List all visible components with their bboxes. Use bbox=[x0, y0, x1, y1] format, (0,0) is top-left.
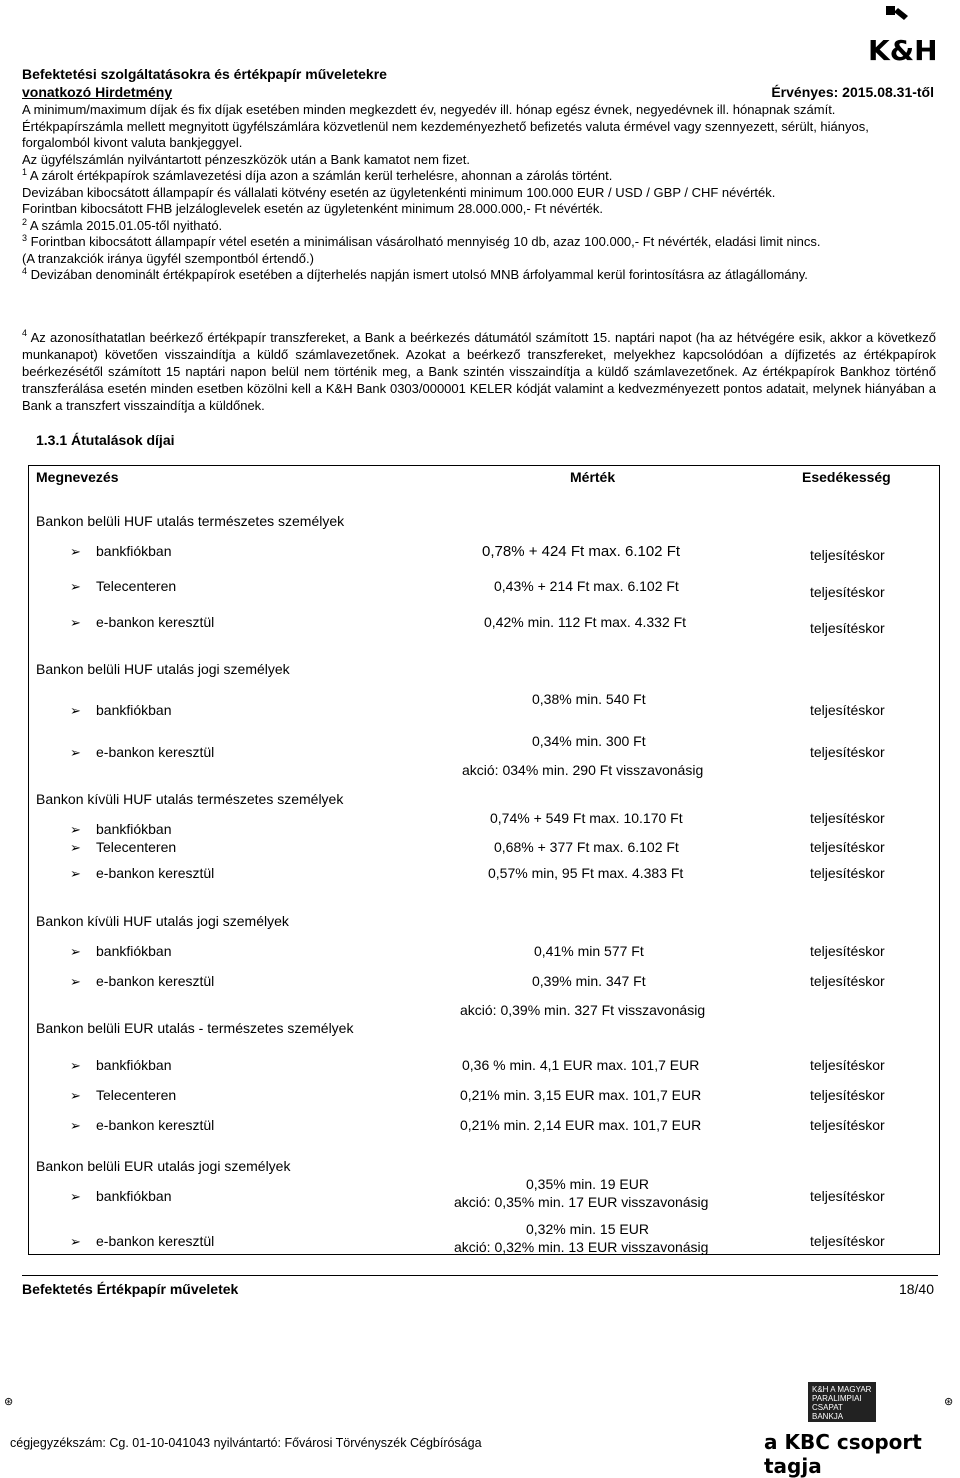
table-row-item: ➢ bankfiókban bbox=[70, 1188, 172, 1204]
document-title: Befektetési szolgáltatásokra és értékpapír műveletekre bbox=[22, 66, 387, 82]
svg-text:K&H: K&H bbox=[868, 34, 938, 66]
table-row-item: ➢ e-bankon keresztül bbox=[70, 614, 215, 630]
header-name: Megnevezés bbox=[36, 469, 119, 485]
note-4: $^1$ A zárolt értékpapírok számlavezetési díja azon a számlán kerül terhelésre, ahonnan a zárolás történt. bbox=[22, 167, 613, 183]
kh-logo bbox=[864, 2, 944, 66]
group-label: Bankon belüli HUF utalás természetes személyek bbox=[36, 513, 345, 529]
table-row-rate: 0,35% min. 19 EUR bbox=[526, 1176, 649, 1192]
table-row-rate: 0,38% min. 540 Ft bbox=[532, 691, 646, 707]
arrow-bullet-icon: ➢ bbox=[70, 974, 81, 989]
table-row-rate-promo: akció: 0,32% min. 13 EUR visszavonásig bbox=[454, 1239, 709, 1255]
table-row-rate: 0,74% + 549 Ft max. 10.170 Ft bbox=[490, 810, 683, 826]
group-label: Bankon kívüli HUF utalás természetes személyek bbox=[36, 791, 344, 807]
arrow-right-icon: ⊛ bbox=[944, 1396, 954, 1408]
transfer-paragraph: $^4$ Az azonosíthatatlan beérkező értékpapír transzfereket, a Bank a beérkezés dátumától számított 15. naptári napot (ha az hétvégére esik, akkor a következő munkanapot) követően visszaindítja a küldő számlavezetőnek. Azokat a beérkező transzfereket, melyekhez kapcsolódóan a díjfizetés az értékpapírok beérkezésétől számított 15 naptári napon belül nem történik meg, a Bank szintén visszaindítja a küldő számlavezetőnek. Az értékpapírok Bankhoz történő transzferálása esetén minden esetben közölni kell a K&H Bank 0303/000001 KELER kódját valamint a kedvezményezett pontos adatait, melynek hiányában a Bank a transzfert visszaindítja a küldőnek. bbox=[22, 328, 936, 413]
arrow-bullet-icon: ➢ bbox=[70, 1189, 81, 1204]
document-subtitle: vonatkozó Hirdetmény bbox=[22, 84, 173, 100]
note-8: $^3$ Forintban kibocsátott állampapír vétel esetén a minimálisan vásárolható mennyiség 10 db, azaz 100.000,- Ft névérték, eladási limit nincs. bbox=[22, 233, 821, 249]
notes-block bbox=[22, 102, 940, 284]
footer-rule bbox=[22, 1275, 938, 1276]
arrow-bullet-icon: ➢ bbox=[70, 840, 81, 855]
table-row-item: ➢ Telecenteren bbox=[70, 839, 177, 855]
table-row-due: teljesítéskor bbox=[810, 1117, 885, 1133]
table-row-rate: 0,41% min 577 Ft bbox=[534, 943, 644, 959]
arrow-bullet-icon: ➢ bbox=[70, 1088, 81, 1103]
note-3: Az ügyfélszámlán nyilvántartott pénzeszközök után a Bank kamatot nem fizet. bbox=[22, 151, 471, 167]
arrow-bullet-icon: ➢ bbox=[70, 579, 81, 594]
footer-section: Befektetés Értékpapír műveletek bbox=[22, 1281, 239, 1297]
table-row-item: ➢ Telecenteren bbox=[70, 578, 177, 594]
table-row-rate-promo: akció: 0,35% min. 17 EUR visszavonásig bbox=[454, 1194, 709, 1210]
note-10: $^4$ Devizában denominált értékpapírok esetében a díjterhelés napján ismert utolsó MNB árfolyammal kerül forintosításra az átlagállomány. bbox=[22, 266, 808, 282]
note-2: Értékpapírszámla mellett megnyitott ügyfélszámlára közvetlenül nem kezdeményezhető befizetés valuta érmével vagy szennyezett, sérült, hiányos, forgalomból kivont valuta bankjeggyel. bbox=[22, 118, 869, 150]
table-row-due: teljesítéskor bbox=[810, 973, 885, 989]
table-row-due: teljesítéskor bbox=[810, 744, 885, 760]
arrow-right-icon: ⊛ bbox=[4, 1396, 14, 1408]
table-row-rate: 0,21% min. 3,15 EUR max. 101,7 EUR bbox=[460, 1087, 702, 1103]
arrow-bullet-icon: ➢ bbox=[70, 615, 81, 630]
table-row-item: ➢ bankfiókban bbox=[70, 821, 172, 837]
arrow-bullet-icon: ➢ bbox=[70, 822, 81, 837]
table-row-item: ➢ e-bankon keresztül bbox=[70, 1233, 215, 1249]
kbc-group-label: a KBC csoport tagja bbox=[764, 1430, 922, 1478]
table-row-item: ➢ bankfiókban bbox=[70, 1057, 172, 1073]
paralympic-sponsor-badge: K&H A MAGYAR PARALIMPIAI CSAPAT BANKJA bbox=[808, 1382, 876, 1422]
table-row-due: teljesítéskor bbox=[810, 1233, 885, 1249]
table-row-rate: 0,43% + 214 Ft max. 6.102 Ft bbox=[494, 578, 679, 594]
note-9: (A tranzakciók iránya ügyfél szempontból értendő.) bbox=[22, 250, 314, 266]
arrow-bullet-icon: ➢ bbox=[70, 745, 81, 760]
note-6: Forintban kibocsátott FHB jelzáloglevelek esetén az ügyletenként minimum 28.000.000,- Ft névérték. bbox=[22, 201, 603, 216]
table-row-due: teljesítéskor bbox=[810, 620, 885, 636]
table-row-item: ➢ e-bankon keresztül bbox=[70, 744, 215, 760]
section-title: 1.3.1 Átutalások díjai bbox=[36, 432, 175, 448]
note-5: Devizában kibocsátott állampapír és vállalati kötvény esetén az ügyletenkénti minimum 100.000 EUR / USD / GBP / CHF névérték. bbox=[22, 184, 776, 200]
table-row-due: teljesítéskor bbox=[810, 943, 885, 959]
arrow-bullet-icon: ➢ bbox=[70, 544, 81, 559]
header-due: Esedékesség bbox=[802, 469, 891, 485]
table-row-item: ➢ bankfiókban bbox=[70, 943, 172, 959]
table-row-item: ➢ e-bankon keresztül bbox=[70, 1117, 215, 1133]
table-row-item: ➢ bankfiókban bbox=[70, 702, 172, 718]
group-label: Bankon belüli EUR utalás - természetes személyek bbox=[36, 1020, 354, 1036]
group-label: Bankon kívüli HUF utalás jogi személyek bbox=[36, 913, 289, 929]
arrow-bullet-icon: ➢ bbox=[70, 703, 81, 718]
table-row-rate: 0,39% min. 347 Ft bbox=[532, 973, 646, 989]
validity-date: Érvényes: 2015.08.31-től bbox=[771, 84, 934, 100]
group-label: Bankon belüli EUR utalás jogi személyek bbox=[36, 1158, 291, 1174]
table-row-item: ➢ e-bankon keresztül bbox=[70, 973, 215, 989]
page-number: 18/40 bbox=[898, 1281, 934, 1297]
note-1: A minimum/maximum díjak és fix díjak esetében minden megkezdett év, negyedév ill. hónap egész évnek, negyedévnek ill. hónapnak számít. bbox=[22, 102, 836, 117]
table-row-due: teljesítéskor bbox=[810, 1188, 885, 1204]
table-row-rate: 0,21% min. 2,14 EUR max. 101,7 EUR bbox=[460, 1117, 702, 1133]
table-row-due: teljesítéskor bbox=[810, 1057, 885, 1073]
table-row-rate: 0,68% + 377 Ft max. 6.102 Ft bbox=[494, 839, 679, 855]
table-row-rate: 0,57% min, 95 Ft max. 4.383 Ft bbox=[488, 865, 684, 881]
table-row-rate: 0,36 % min. 4,1 EUR max. 101,7 EUR bbox=[462, 1057, 700, 1073]
note-7: $^2$ A számla 2015.01.05-től nyitható. bbox=[22, 216, 223, 233]
table-row-item: ➢ bankfiókban bbox=[70, 543, 172, 559]
table-row-due: teljesítéskor bbox=[810, 584, 885, 600]
table-row-rate: 0,32% min. 15 EUR bbox=[526, 1221, 649, 1237]
table-row-due: teljesítéskor bbox=[810, 865, 885, 881]
table-row-rate: 0,78% + 424 Ft max. 6.102 Ft bbox=[482, 543, 681, 560]
header-rate: Mérték bbox=[570, 469, 616, 485]
table-row-rate: 0,34% min. 300 Ft bbox=[532, 733, 646, 749]
table-row-item: ➢ e-bankon keresztül bbox=[70, 865, 215, 881]
group-label: Bankon belüli HUF utalás jogi személyek bbox=[36, 661, 290, 677]
table-row-due: teljesítéskor bbox=[810, 1087, 885, 1103]
table-row-rate-promo: akció: 034% min. 290 Ft visszavonásig bbox=[462, 762, 704, 778]
arrow-bullet-icon: ➢ bbox=[70, 944, 81, 959]
arrow-bullet-icon: ➢ bbox=[70, 1058, 81, 1073]
table-row-due: teljesítéskor bbox=[810, 702, 885, 718]
arrow-bullet-icon: ➢ bbox=[70, 1234, 81, 1249]
table-row-rate-promo: akció: 0,39% min. 327 Ft visszavonásig bbox=[460, 1002, 706, 1018]
arrow-bullet-icon: ➢ bbox=[70, 1118, 81, 1133]
table-row-due: teljesítéskor bbox=[810, 547, 885, 563]
arrow-bullet-icon: ➢ bbox=[70, 866, 81, 881]
table-row-item: ➢ Telecenteren bbox=[70, 1087, 177, 1103]
company-registry: cégjegyzékszám: Cg. 01-10-041043 nyilvántartó: Fővárosi Törvényszék Cégbírósága bbox=[10, 1436, 482, 1450]
table-row-due: teljesítéskor bbox=[810, 839, 885, 855]
table-row-due: teljesítéskor bbox=[810, 810, 885, 826]
table-row-rate: 0,42% min. 112 Ft max. 4.332 Ft bbox=[484, 614, 687, 630]
